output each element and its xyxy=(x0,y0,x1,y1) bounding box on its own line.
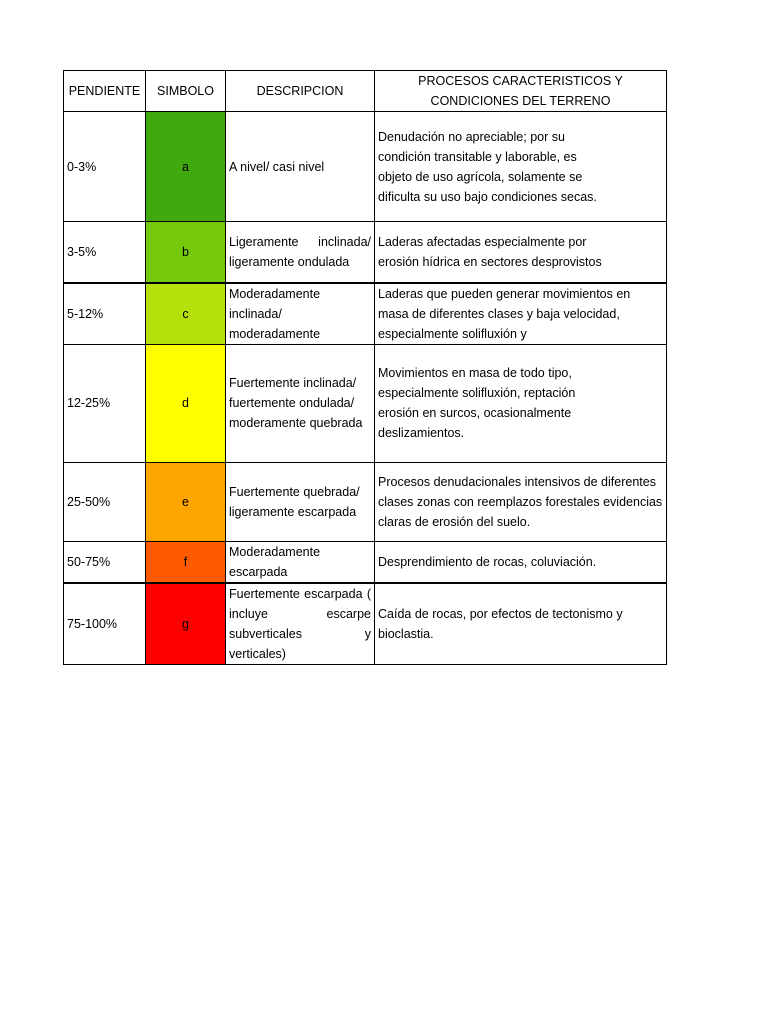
row-descripcion: A nivel/ casi nivel xyxy=(226,112,375,222)
table-row xyxy=(64,112,667,222)
table-row xyxy=(64,283,667,345)
row-descripcion: Fuertemente quebrada/ ligeramente escarpada xyxy=(226,462,375,541)
row-symbol: c xyxy=(146,283,226,345)
row-procesos: Laderas que pueden generar movimientos en masa de diferentes clases y baja velocidad, especialmente solifluxión y xyxy=(375,283,667,345)
table-row xyxy=(64,541,667,583)
slope-classification-table xyxy=(63,70,667,665)
row-symbol: b xyxy=(146,222,226,283)
row-procesos: Movimientos en masa de todo tipo, especialmente solifluxión, reptación erosión en surcos, ocasionalmente deslizamientos. xyxy=(375,344,667,462)
row-descripcion: Fuertemente escarpada ( incluye escarpe subverticales y verticales) xyxy=(226,583,375,665)
row-procesos: Denudación no apreciable; por su condición transitable y laborable, es objeto de uso agrícola, solamente se dificulta su uso bajo condiciones secas. xyxy=(375,112,667,222)
header-row xyxy=(64,71,667,112)
row-pendiente: 25-50% xyxy=(64,462,146,541)
header-procesos: PROCESOS CARACTERISTICOS Y CONDICIONES DEL TERRENO xyxy=(375,71,667,112)
row-descripcion: Fuertemente inclinada/ fuertemente ondulada/ moderamente quebrada xyxy=(226,344,375,462)
row-pendiente: 3-5% xyxy=(64,222,146,283)
header-simbolo: SIMBOLO xyxy=(146,71,226,112)
header-descripcion: DESCRIPCION xyxy=(226,71,375,112)
row-descripcion: Moderadamente inclinada/ moderadamente xyxy=(226,283,375,345)
row-symbol: d xyxy=(146,344,226,462)
table-row xyxy=(64,222,667,283)
row-procesos: Desprendimiento de rocas, coluviación. xyxy=(375,541,667,583)
row-symbol: g xyxy=(146,583,226,665)
row-descripcion: Moderadamente escarpada xyxy=(226,541,375,583)
table-row xyxy=(64,462,667,541)
row-pendiente: 5-12% xyxy=(64,283,146,345)
row-pendiente: 12-25% xyxy=(64,344,146,462)
row-pendiente: 75-100% xyxy=(64,583,146,665)
row-descripcion: Ligeramente inclinada/ ligeramente ondulada xyxy=(226,222,375,283)
row-symbol: a xyxy=(146,112,226,222)
table-row xyxy=(64,344,667,462)
row-symbol: f xyxy=(146,541,226,583)
row-pendiente: 50-75% xyxy=(64,541,146,583)
row-procesos: Laderas afectadas especialmente por erosión hídrica en sectores desprovistos xyxy=(375,222,667,283)
header-pendiente: PENDIENTE xyxy=(64,71,146,112)
table-row xyxy=(64,583,667,665)
row-pendiente: 0-3% xyxy=(64,112,146,222)
row-procesos: Caída de rocas, por efectos de tectonismo y bioclastia. xyxy=(375,583,667,665)
row-procesos: Procesos denudacionales intensivos de diferentes clases zonas con reemplazos forestales evidencias claras de erosión del suelo. xyxy=(375,462,667,541)
row-symbol: e xyxy=(146,462,226,541)
